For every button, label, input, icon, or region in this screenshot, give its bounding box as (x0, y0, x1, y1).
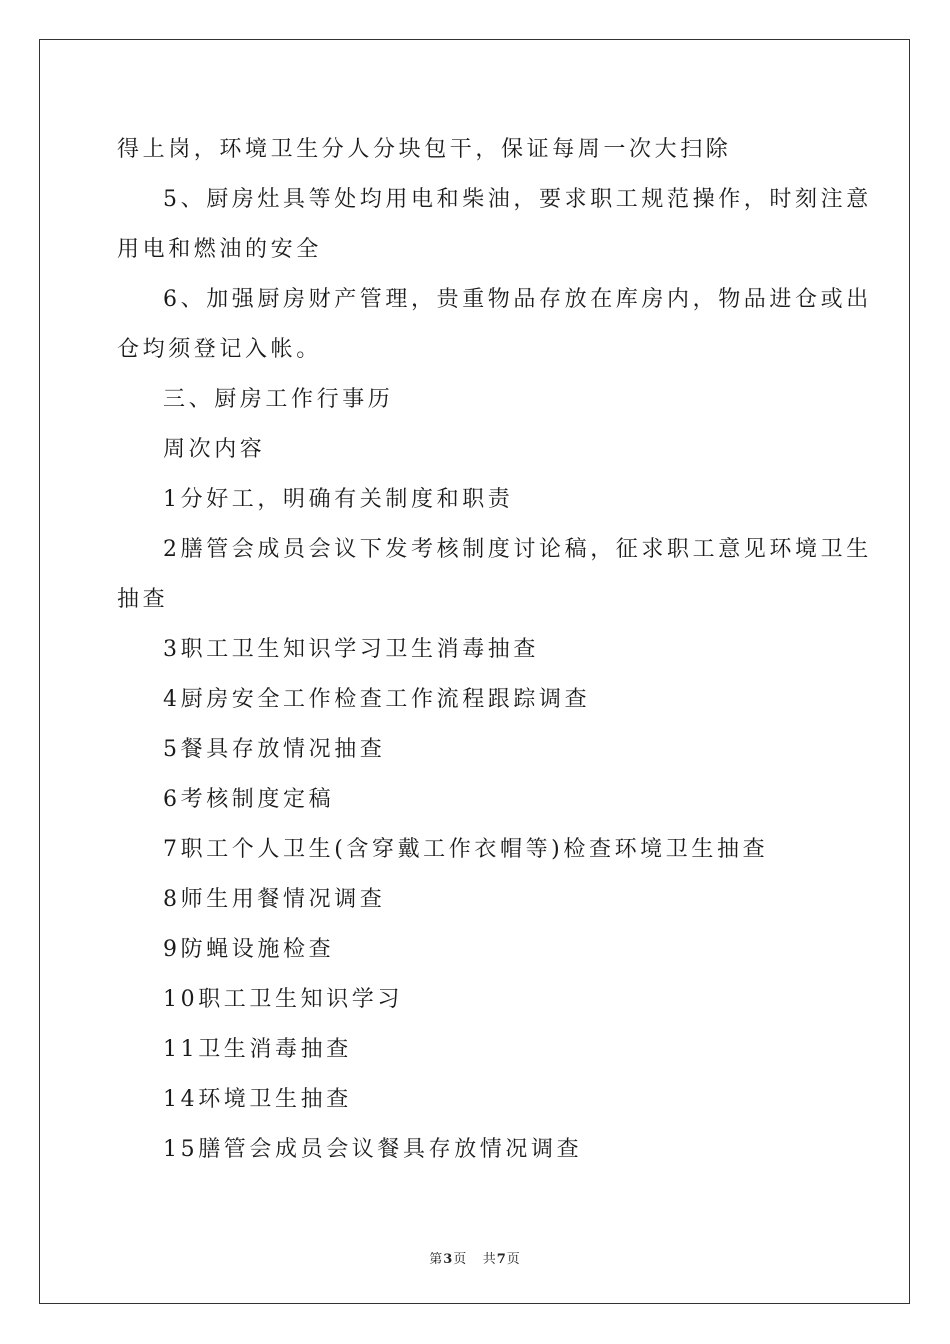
paragraph-line: 6、加强厨房财产管理，贵重物品存放在库房内，物品进仓或出 (163, 287, 872, 312)
schedule-item: 2膳管会成员会议下发考核制度讨论稿，征求职工意见环境卫生 (163, 537, 872, 562)
schedule-item-continuation: 抽查 (117, 587, 169, 612)
paragraph-line: 5、厨房灶具等处均用电和柴油，要求职工规范操作，时刻注意 (163, 187, 872, 212)
schedule-item: 11卫生消毒抽查 (163, 1037, 352, 1062)
paragraph-line: 用电和燃油的安全 (117, 237, 322, 262)
schedule-item: 14环境卫生抽查 (163, 1087, 352, 1112)
page-suffix: 页 (453, 1252, 468, 1267)
total-prefix: 共 (482, 1252, 497, 1267)
paragraph-line: 得上岗，环境卫生分人分块包干，保证每周一次大扫除 (117, 137, 732, 162)
schedule-item: 7职工个人卫生(含穿戴工作衣帽等)检查环境卫生抽查 (163, 837, 769, 862)
page-prefix: 第 (429, 1252, 444, 1267)
table-heading: 周次内容 (163, 437, 266, 462)
page-footer (0, 1248, 950, 1267)
schedule-item: 5餐具存放情况抽查 (163, 737, 386, 762)
schedule-item: 3职工卫生知识学习卫生消毒抽查 (163, 637, 539, 662)
schedule-item: 8师生用餐情况调查 (163, 887, 386, 912)
total-suffix: 页 (506, 1252, 521, 1267)
schedule-item: 10职工卫生知识学习 (163, 987, 403, 1012)
section-heading: 三、厨房工作行事历 (163, 387, 394, 412)
schedule-item: 6考核制度定稿 (163, 787, 335, 812)
schedule-item: 1分好工，明确有关制度和职责 (163, 487, 514, 512)
schedule-item: 9防蝇设施检查 (163, 937, 335, 962)
schedule-item: 15膳管会成员会议餐具存放情况调查 (163, 1137, 583, 1162)
paragraph-line: 仓均须登记入帐。 (117, 337, 322, 362)
schedule-item: 4厨房安全工作检查工作流程跟踪调查 (163, 687, 591, 712)
page-number: 3 (443, 1252, 454, 1267)
total-pages: 7 (496, 1252, 507, 1267)
